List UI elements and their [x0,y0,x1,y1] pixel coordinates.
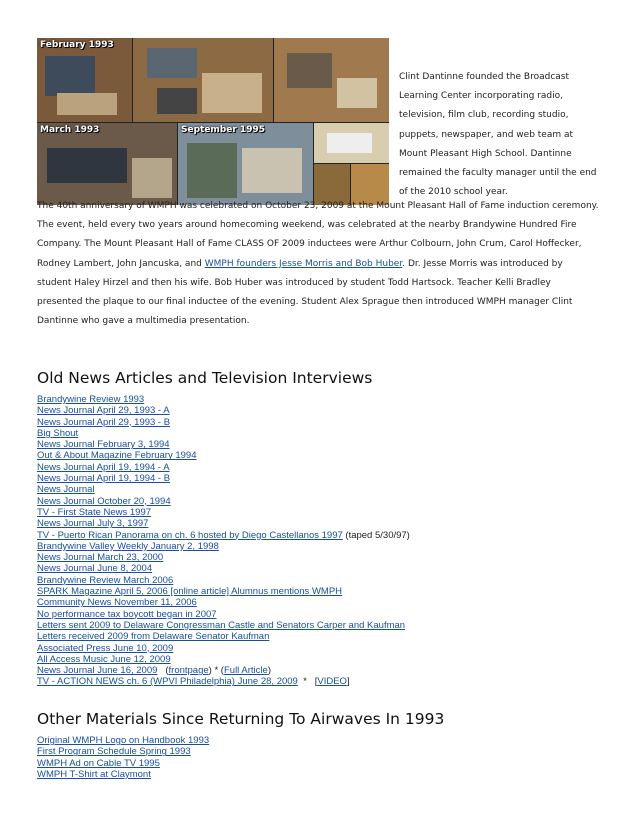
anniversary-paragraph [37,197,599,331]
list-item [37,405,410,416]
list-item [37,450,410,461]
bracket-open: [ [314,676,318,688]
list-item [37,735,209,746]
paren-open: ( [165,665,169,677]
news-link[interactable]: Community News November 11, 2006 [37,597,197,609]
other-materials-heading: Other Materials Since Returning To Airwaves In 1993 [37,710,445,728]
list-item [37,462,410,473]
photo-collage [37,38,389,205]
list-item [37,496,410,507]
video-link[interactable]: VIDEO [317,676,347,688]
news-link[interactable]: News Journal June 8, 2004 [37,563,153,575]
collage-photos [37,38,389,205]
news-link[interactable]: News Journal [37,484,95,496]
separator-text: ) * ( [208,665,224,677]
list-item [37,394,410,405]
list-item [37,597,410,608]
news-link[interactable]: SPARK Magazine April 5, 2006 [online article] Alumnus mentions WMPH [37,586,343,598]
anniversary-text-before: The 40th anniversary of WMPH was celebrated on October 23, 2009 at the Mount Pleasant Hall of Fame induction ceremony. The event, held every two years around homecoming weekend, was celebrated at the nearby Brandywine Hundred Fire Company. The Mount Pleasant Hall of Fame CLASS OF 2009 inductees were Arthur Colbourn, John Crum, Carol Hoffecker, Rodney Lambert, John Jancuska, and [37,201,599,269]
list-item [37,631,410,642]
list-item [37,417,410,428]
collage-caption-tile [37,38,132,58]
star-separator: * [303,676,307,688]
taped-note: (taped 5/30/97) [342,529,410,541]
news-link[interactable]: Letters received 2009 from Delaware Senator Kaufman [37,631,270,643]
news-link[interactable]: News Journal April 29, 1993 - B [37,416,171,428]
list-item [37,654,410,665]
list-item [37,473,410,484]
news-link[interactable]: News Journal April 19, 1994 - A [37,461,170,473]
news-link[interactable]: News Journal June 16, 2009 [37,665,158,677]
list-item [37,563,410,574]
news-link[interactable]: News Journal February 3, 1994 [37,439,170,451]
list-item [37,665,410,676]
intro-paragraph: Clint Dantinne founded the Broadcast Learning Center incorporating radio, television, film club, recording studio, puppets, newspaper, and web team at Mount Pleasant High School. Dantinne remained the faculty manager until the end of the 2010 school year. [399,72,597,198]
list-item [37,507,410,518]
list-item [37,609,410,620]
collage-caption-tile [178,123,298,143]
news-link[interactable]: Big Shout [37,427,79,439]
full-article-link[interactable]: Full Article [223,665,268,677]
material-link[interactable]: WMPH Ad on Cable TV 1995 [37,757,160,769]
news-link[interactable]: Associated Press June 10, 2009 [37,642,174,654]
material-link[interactable]: WMPH T-Shirt at Claymont [37,768,151,780]
news-link[interactable]: TV - First State News 1997 [37,506,152,518]
news-link[interactable]: News Journal October 20, 1994 [37,495,171,507]
bracket-close: ] [346,676,350,688]
list-item [37,643,410,654]
list-item [37,586,410,597]
collage-caption: September 1995 [181,125,265,135]
material-link[interactable]: Original WMPH Logo on Handbook 1993 [37,735,210,746]
paren-close: ) [267,665,271,677]
news-link[interactable]: TV - Puerto Rican Panorama on ch. 6 hosted by Diego Castellanos 1997 [37,529,343,541]
news-link[interactable]: TV - ACTION NEWS ch. 6 (WPVI Philadelphia) June 28, 2009 [37,676,298,688]
news-link[interactable]: News Journal April 29, 1993 - A [37,405,170,417]
list-item [37,676,410,687]
frontpage-link[interactable]: frontpage [168,665,209,677]
news-link[interactable]: Brandywine Valley Weekly January 2, 1998 [37,540,219,552]
news-link[interactable]: News Journal April 19, 1994 - B [37,473,171,485]
old-news-list [37,394,410,688]
list-item [37,428,410,439]
list-item [37,439,410,450]
news-link[interactable]: Out & About Magazine February 1994 [37,450,197,462]
collage-caption: March 1993 [40,125,100,135]
news-link[interactable]: Brandywine Review March 2006 [37,574,174,586]
list-item [37,518,410,529]
other-materials-list [37,735,209,780]
news-link[interactable]: Letters sent 2009 to Delaware Congressman Castle and Senators Carper and Kaufman [37,619,406,631]
material-link[interactable]: First Program Schedule Spring 1993 [37,746,191,758]
collage-caption: February 1993 [40,40,114,50]
list-item [37,552,410,563]
news-link[interactable]: News Journal July 3, 1997 [37,518,149,530]
news-link[interactable]: No performance tax boycott began in 2007 [37,608,217,620]
news-link[interactable]: Brandywine Review 1993 [37,394,145,405]
list-item [37,769,209,780]
list-item [37,620,410,631]
list-item [37,541,410,552]
founders-link[interactable]: WMPH founders Jesse Morris and Bob Huber [204,258,403,269]
news-link[interactable]: All Access Music June 12, 2009 [37,653,171,665]
list-item [37,758,209,769]
collage-caption-tile [37,123,157,143]
old-news-heading: Old News Articles and Television Interviews [37,369,373,387]
list-item [37,746,209,757]
list-item [37,575,410,586]
news-link[interactable]: News Journal March 23, 2000 [37,552,164,564]
list-item [37,484,410,495]
list-item [37,530,410,541]
anniversary-text-after: . Dr. Jesse Morris was introduced by student Haley Hirzel and then his wife. Bob Huber was introduced by student Todd Hartsock. Teacher Kelli Bradley presented the plaque to our final inductee of the evening. Student Alex Sprague then introduced WMPH manager Clint Dantinne who gave a multimedia presentation. [37,258,573,327]
